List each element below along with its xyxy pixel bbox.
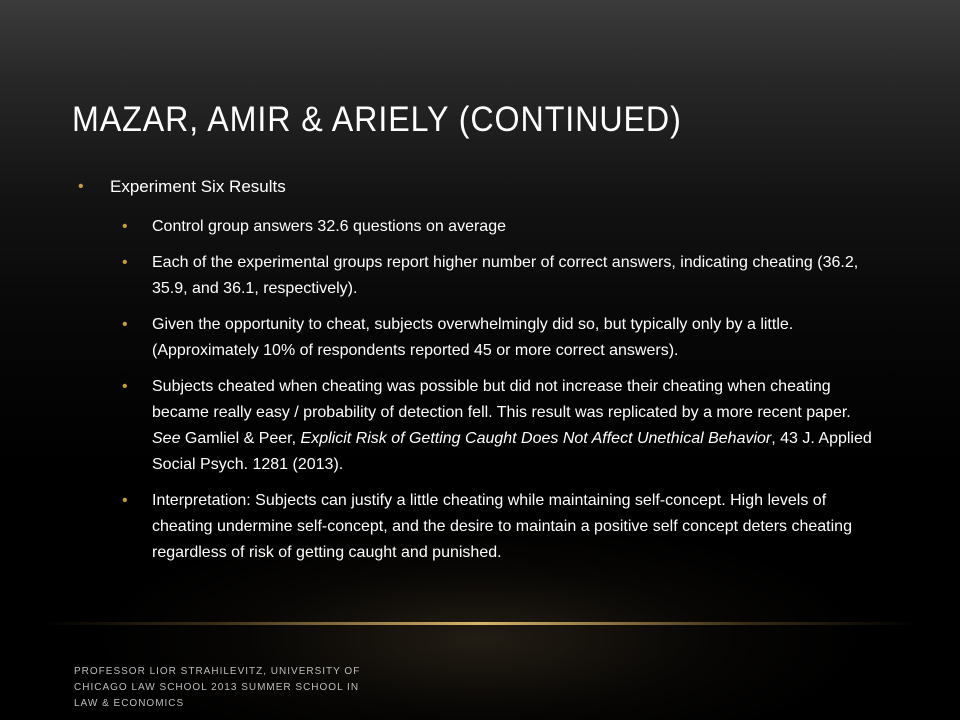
- bullet-dot-icon: •: [122, 218, 128, 235]
- bullet-control-group: [122, 214, 878, 240]
- citation-paper-title: Explicit Risk of Getting Caught Does Not Affect Unethical Behavior: [300, 430, 772, 447]
- bullet-interpretation: [122, 488, 878, 566]
- gold-divider-line: [40, 622, 920, 625]
- bullet-dot-icon: •: [122, 492, 128, 509]
- bullet-text: Experiment Six Results: [110, 177, 286, 196]
- bullet-text: [152, 374, 878, 478]
- see-signal: See: [152, 430, 181, 447]
- bullet-dot-icon: •: [122, 254, 128, 271]
- citation-source: , 43 J. Applied Social Psych. 1281 (2013).: [152, 430, 872, 473]
- bullet-dot-icon: •: [78, 178, 84, 195]
- bullet-cheating-possible: [122, 374, 878, 478]
- citation-authors: Gamliel & Peer,: [180, 430, 301, 447]
- bullet-experiment-six-results: [78, 174, 898, 200]
- bullet-text-before: Subjects cheated when cheating was possible but did not increase their cheating when cheating became really easy / probability of detection fell. This result was replicated by a more recent paper.: [152, 378, 851, 421]
- bullet-experimental-groups: [122, 250, 878, 302]
- bullet-list: [78, 174, 898, 576]
- slide-footer: PROFESSOR LIOR STRAHILEVITZ, UNIVERSITY OF CHICAGO LAW SCHOOL 2013 SUMMER SCHOOL IN LAW & ECONOMICS: [74, 666, 361, 709]
- bullet-text: Each of the experimental groups report higher number of correct answers, indicating cheating (36.2, 35.9, and 36.1, respectively).: [152, 254, 859, 297]
- bullet-dot-icon: •: [122, 316, 128, 333]
- bullet-text: Interpretation: Subjects can justify a little cheating while maintaining self-concept. High levels of cheating undermine self-concept, and the desire to maintain a positive self concept deters cheating regardless of risk of getting caught and punished.: [152, 492, 852, 561]
- bullet-dot-icon: •: [122, 378, 128, 395]
- bullet-text: Given the opportunity to cheat, subjects overwhelmingly did so, but typically only by a little. (Approximately 10% of respondents reported 45 or more correct answers).: [152, 316, 794, 359]
- slide-title: MAZAR, AMIR & ARIELY (CONTINUED): [72, 100, 682, 139]
- bullet-opportunity-to-cheat: [122, 312, 878, 364]
- bullet-text: Control group answers 32.6 questions on average: [152, 218, 506, 235]
